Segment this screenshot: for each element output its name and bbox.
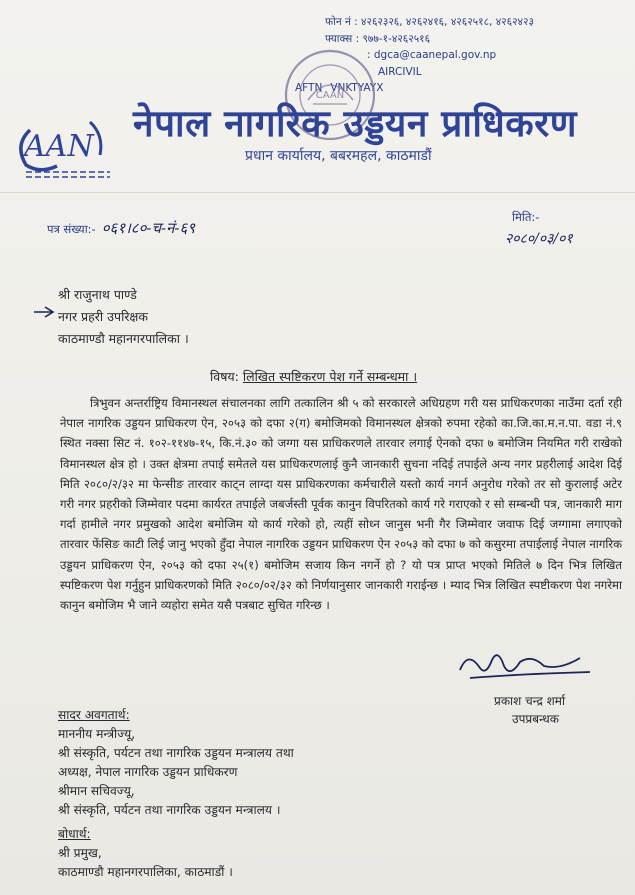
logo-lettering: AAN (24, 129, 94, 164)
reference-label: पत्र संख्या:- (47, 222, 96, 236)
recipient-title: नगर प्रहरी उपरिक्षक (58, 309, 148, 324)
signer-title: उपप्रबन्धक (512, 712, 559, 726)
body-paragraph: त्रिभुवन अन्तर्राष्ट्रिय विमानस्थल संचालनका लागि तत्कालिन श्री ५ को सरकारले अधिग्रहण गरी यस प्राधिकरणका नाउँमा दर्ता रही नेपाल नागरिक उड्डयन प्राधिकरण ऐन, २०५३ को दफा २(ग) बमोजिमको विमानस्थल क्षेत्रको रुपमा रहेको का.जि.का.म.न.पा. वडा नं.९ स्थित नक्सा सिट नं. १०२-११४७-१५, कि.नं.३० को जग्गा यस प्राधिकरणले तारवार लगाई ऐनको दफा ७ बमोजिम नियमित गरी राखेको विमानस्थल क्षेत्र हो । उक्त क्षेत्रमा तपाई समेतले यस प्राधिकरणलाई कुनै जानकारी सुचना नदिई तपाईले अन्य नगर प्रहरीलाई आदेश दिई मिति २०८०/२/३२ मा फेन्सीङ तारवार काट्न लाग्दा यस प्राधिकरणका कर्मचारीले यस्तो कार्य नगर्न अनुरोध गरेको तर सो कुरालाई अटेर गरी नगर प्रहरीको जिम्मेवार पदमा कार्यरत तपाईले जबर्जस्ती पूर्वक कानुन विपरितको कार्य गरे गराएको र सो सम्बन्धी पत्र, जानकारी माग गर्दा हामीले नगर प्रमुखको आदेश बमोजिम यो कार्य गरेको हो, त्यहीं सोध्न जानुस भनी गैर जिम्मेवार जवाफ दिई जग्गामा लगाएको तारवार फेंसिङ काटी लिई जानु भएको हुँदा नेपाल नागरिक उड्डयन प्राधिकरण ऐन २०५३ को दफा ७ को कसुरमा तपाईलाई नेपाल नागरिक उड्डयन प्राधिकरण ऐन, २०५३ को दफा २५(१) बमोजिम सजाय किन नगर्ने हो ? यो पत्र प्राप्त भएको मितिले ७ दिन भित्र लिखित स्पष्टिकरण पेश गर्नुहुन प्राधिकरणको मिति २०८०/०२/३२ को निर्णयानुसार जानकारी गराईन्छ । म्याद भित्र लिखित स्पष्टीकरण पेश नगरेमा कानुन बमोजिम भै जाने व्यहोरा समेत यसै पत्रबाट सुचित गरिन्छ । (60, 396, 622, 613)
fax-value: : ९७७-१-४२६२५१६ (355, 32, 431, 45)
subject-line (210, 368, 417, 385)
phone-label: फोन नं (325, 16, 351, 28)
signer-block (494, 692, 565, 728)
caan-logo-icon (12, 110, 117, 190)
info-block (58, 825, 233, 882)
aftn-address-2: VNKTYAYX (330, 82, 384, 94)
subject-label: विषय: (210, 369, 239, 384)
fax-label: फ्याक्स (325, 32, 353, 45)
phone-value: : ४२६२३२६, ४२६२४१६, ४२६२५१८, ४२६२४२३ (354, 16, 534, 28)
info-heading: बोधार्थ: (58, 827, 91, 841)
arrow-icon (32, 305, 56, 319)
info-line: काठमाण्डौ महानगरपालिका, काठमाडौं । (58, 865, 233, 879)
info-line: श्री प्रमुख, (58, 846, 102, 860)
recipient-name: श्री राजुनाथ पाण्डे (58, 287, 137, 302)
signer-name: प्रकाश चन्द्र शर्मा (494, 694, 566, 708)
letter-body (60, 393, 622, 615)
cc-line: श्री संस्कृति, पर्यटन तथा नागरिक उड्डयन मन्त्रालय तथा (58, 746, 294, 760)
date-value: २०८०/०३/०१ (505, 231, 573, 247)
header-divider (0, 192, 635, 193)
recipient-office: काठमाण्डौ महानगरपालिका । (58, 331, 189, 346)
cc-heading: सादर अवगतार्थ: (58, 708, 130, 722)
reference-line (47, 218, 195, 238)
reference-number: ०६१।८०-च-नं-६९ (101, 219, 196, 237)
cc-line: माननीय मन्त्रीज्यू, (58, 727, 136, 741)
cc-line: अध्यक्ष, नेपाल नागरिक उड्डयन प्राधिकरण (58, 765, 238, 779)
organization-address: प्रधान कार्यालय, बबरमहल, काठमाडौं (245, 148, 432, 164)
svg-text:CAAN: CAAN (315, 90, 345, 101)
organization-name: नेपाल नागरिक उड्डयन प्राधिकरण (133, 102, 578, 145)
cc-block (58, 706, 294, 820)
aftn-label: AFTN (295, 82, 323, 94)
recipient-block (58, 284, 189, 350)
subject-text: लिखित स्पष्टिकरण पेश गर्ने सम्बन्धमा । (242, 369, 418, 384)
email: : dgca@caanepal.gov.np (367, 49, 497, 61)
aftn-address-1: AIRCIVIL (378, 65, 422, 78)
cc-line: श्री संस्कृति, पर्यटन तथा नागरिक उड्डयन मन्त्रालय । (58, 803, 281, 817)
cc-line: श्रीमान सचिवज्यू, (58, 784, 135, 798)
date-label: मिति:- (512, 210, 540, 224)
handwritten-signature (440, 640, 600, 690)
